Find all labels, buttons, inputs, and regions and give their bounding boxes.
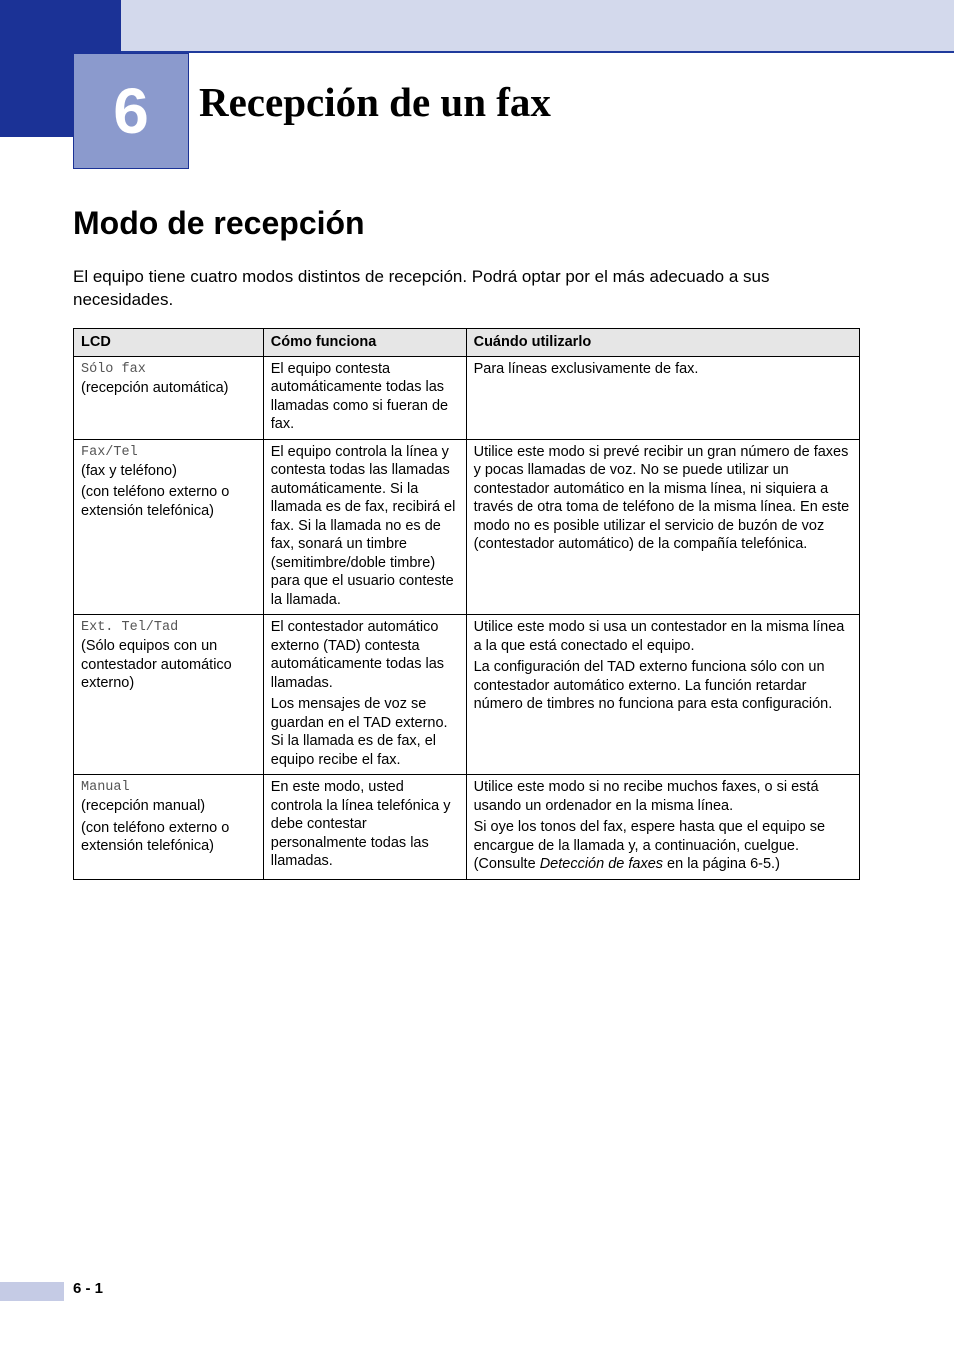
- cuando-text-pre: Si oye los tonos del fax, espere hasta que el equipo se encargue de la llamada y, a continuación, cuelgue. (Consulte: [473, 819, 826, 872]
- cuando-text: La configuración del TAD externo funciona sólo con un contestador automático externo. La función retardar número de timbres no funciona para esta configuración.: [473, 659, 833, 712]
- lcd-cell: [74, 775, 264, 880]
- table-row: [74, 615, 860, 775]
- receive-modes-table: [73, 328, 860, 880]
- cuando-text: Utilice este modo si prevé recibir un gran número de faxes y pocas llamadas de voz. No se puede utilizar un contestador automático en la misma línea, ni siquiera a través de otra toma de teléfono de la misma línea. En este modo no es posible utilizar el servicio de buzón de voz (contestador automático) de la compañía telefónica.: [473, 443, 850, 552]
- lcd-note: (con teléfono externo o extensión telefónica): [81, 484, 230, 519]
- page-number: 6 - 1: [73, 1280, 104, 1297]
- lcd-note: (con teléfono externo o extensión telefónica): [81, 819, 230, 854]
- como-cell: [263, 775, 466, 880]
- como-text: En este modo, usted controla la línea telefónica y debe contestar personalmente todas las llamadas.: [270, 779, 451, 869]
- header-rule: [120, 51, 954, 53]
- como-cell: [263, 615, 466, 775]
- header-lcd: LCD: [74, 329, 264, 357]
- como-text: El contestador automático externo (TAD) contesta automáticamente todas las llamadas.: [270, 619, 445, 691]
- chapter-number: 6: [113, 75, 149, 147]
- table-row: [74, 439, 860, 615]
- cuando-cell: [466, 356, 859, 439]
- chapter-title: Recepción de un fax: [199, 79, 551, 125]
- como-cell: [263, 356, 466, 439]
- como-text: El equipo contesta automáticamente todas las llamadas como si fueran de fax.: [270, 360, 449, 432]
- cuando-text: Utilice este modo si usa un contestador en la misma línea a la que está conectado el equipo.: [473, 619, 845, 654]
- cuando-text: Para líneas exclusivamente de fax.: [473, 360, 699, 377]
- footer-bar: [0, 1282, 64, 1301]
- lcd-mode-label: Sólo fax: [81, 361, 146, 377]
- lcd-note: (recepción automática): [81, 379, 229, 396]
- como-cell: [263, 439, 466, 615]
- cross-reference-link[interactable]: Detección de faxes: [539, 856, 664, 872]
- header-band: [0, 0, 954, 52]
- lcd-note: (fax y teléfono): [81, 462, 177, 479]
- lcd-mode-label: Manual: [81, 780, 130, 795]
- table-row: [74, 775, 860, 880]
- lcd-cell: [74, 356, 264, 439]
- cuando-cell: [466, 439, 859, 615]
- header-como-funciona: Cómo funciona: [263, 329, 466, 357]
- como-text: El equipo controla la línea y contesta todas las llamadas automáticamente. Si la llamada es de fax, recibirá el fax. Si la llamada no es de fax, sonará un timbre (semitimbre/doble timbre) para que el usuario conteste la llamada.: [270, 443, 456, 608]
- lcd-mode-label: Fax/Tel: [81, 444, 138, 460]
- como-text: Los mensajes de voz se guardan en el TAD externo. Si la llamada es de fax, el equipo recibe el fax.: [270, 696, 448, 768]
- cuando-text: Utilice este modo si no recibe muchos faxes, o si está usando un ordenador en la misma línea.: [473, 779, 819, 814]
- chapter-number-box: [73, 53, 189, 169]
- lcd-cell: [74, 615, 264, 775]
- cuando-text: [474, 818, 852, 874]
- lcd-note: (Sólo equipos con un contestador automático externo): [81, 638, 232, 691]
- table-row: [74, 356, 860, 439]
- lcd-cell: [74, 439, 264, 615]
- lcd-note: (recepción manual): [81, 798, 206, 814]
- cuando-cell: [466, 615, 859, 775]
- lcd-mode-label: Ext. Tel/Tad: [81, 620, 179, 635]
- table-header-row: [74, 329, 860, 357]
- header-cuando-utilizarlo: Cuándo utilizarlo: [466, 329, 859, 357]
- section-title: Modo de recepción: [73, 205, 365, 241]
- cuando-cell: [466, 775, 859, 880]
- intro-paragraph: El equipo tiene cuatro modos distintos de recepción. Podrá optar por el más adecuado a sus necesidades.: [73, 267, 770, 309]
- cuando-text-post: en la página 6-5.): [663, 856, 780, 872]
